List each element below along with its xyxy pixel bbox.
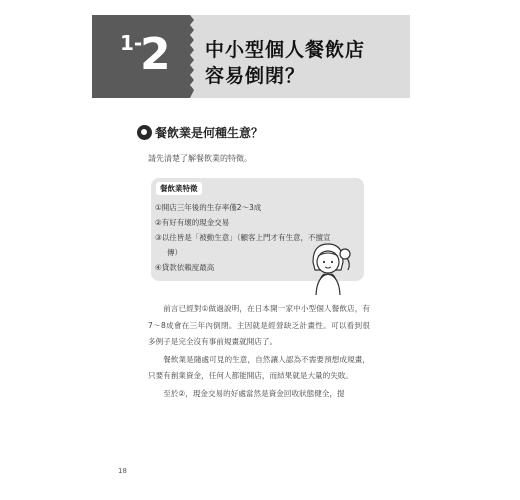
girl-illustration-icon	[303, 240, 353, 296]
section-heading	[137, 124, 263, 141]
chapter-number-minor: 2	[140, 29, 171, 80]
chapter-number	[92, 27, 184, 87]
chapter-title-line2: 容易倒閉？	[205, 65, 306, 87]
section-intro: 請先清楚了解餐飲業的特徵。	[148, 154, 252, 163]
chapter-number-major: 1-	[120, 31, 143, 55]
bullet-circle-icon	[137, 125, 152, 140]
chapter-title	[205, 37, 365, 89]
chapter-number-panel	[92, 15, 184, 98]
feature-item: ②有好有壞的現金交易	[155, 218, 230, 227]
zigzag-edge-decoration	[184, 15, 196, 98]
body-text	[148, 301, 370, 402]
page-number: 18	[118, 467, 127, 475]
features-tag: 餐飲業特徵	[156, 182, 202, 195]
feature-item-continued: 傳）	[167, 248, 182, 257]
feature-item: ④貸款依賴度最高	[155, 263, 215, 272]
feature-item: ①開店三年後的生存率僅2～3成	[155, 203, 262, 212]
section-title: 餐飲業是何種生意？	[155, 126, 264, 140]
body-paragraph: 餐飲業是隨處可見的生意，自然讓人認為不需要預想成規畫，只要有創業資金，任何人都能開店，而結果就是大量的失敗。	[148, 354, 370, 380]
body-paragraph: 至於②，現金交易的好處當然是資金回收狀態健全，提	[163, 388, 345, 398]
body-paragraph: 前言已經對①做過說明，在日本開一家中小型個人餐飲店，有7～8成會在三年內倒閉。主因就是經營缺乏計畫性。可以看到很多例子是完全沒有事前規畫就開店了。	[148, 304, 370, 346]
chapter-title-line1: 中小型個人餐飲店	[205, 39, 366, 61]
feature-item: ③以往皆是「被動生意」（顧客上門才有生意，不擅宣	[155, 233, 331, 242]
chapter-header	[92, 15, 410, 98]
